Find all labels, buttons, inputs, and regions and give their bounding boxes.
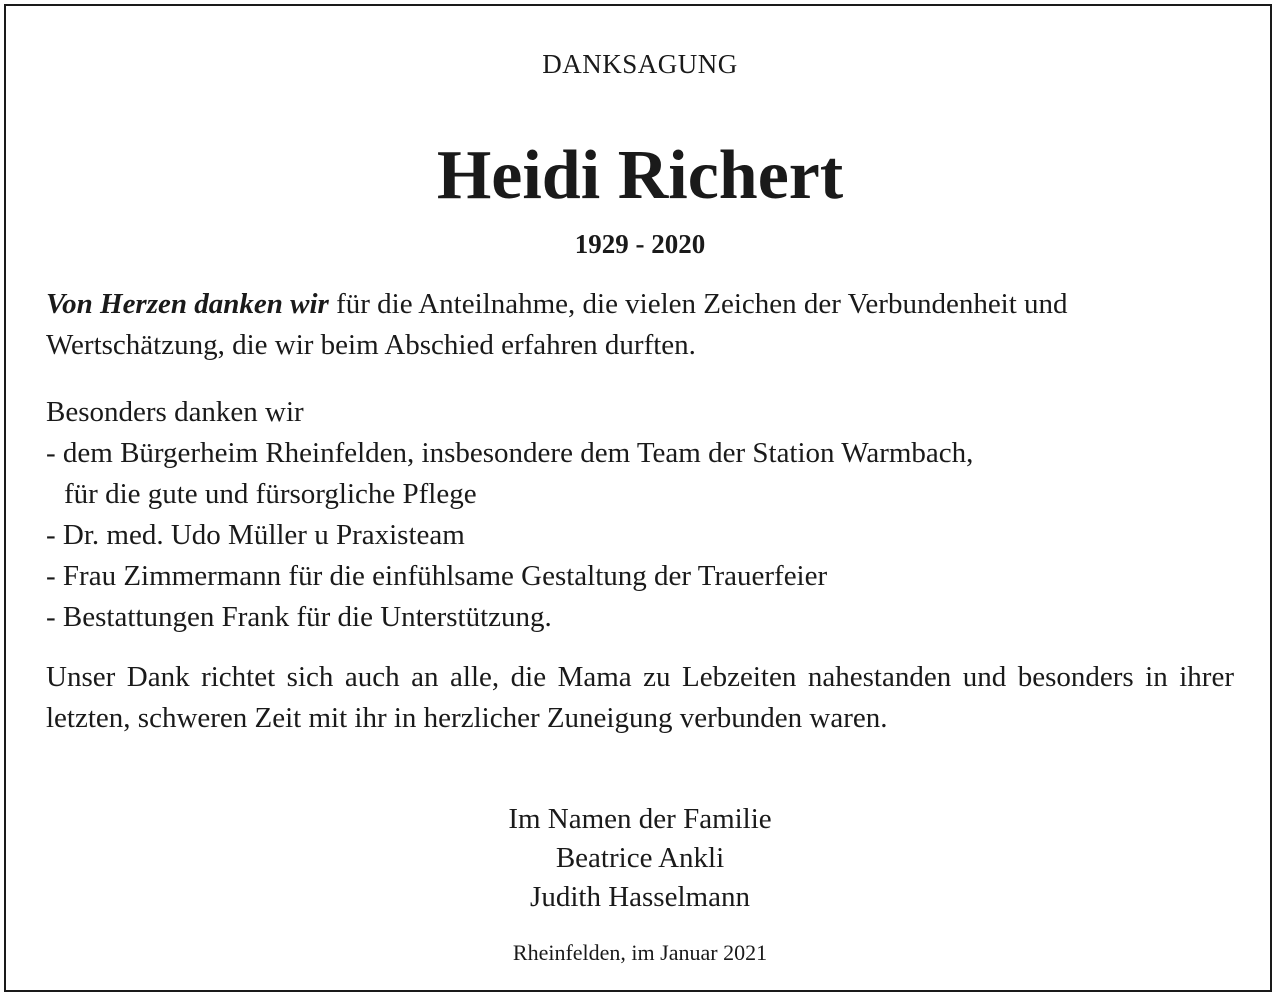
place-and-date: Rheinfelden, im Januar 2021 bbox=[512, 940, 768, 965]
list-item: - Bestattungen Frank für die Unterstützung. bbox=[46, 601, 552, 633]
list-item: - Frau Zimmermann für die einfühlsame Gestaltung der Trauerfeier bbox=[46, 560, 828, 592]
special-thanks-list bbox=[46, 392, 1234, 638]
signoff-name: Beatrice Ankli bbox=[555, 842, 725, 874]
signoff-name: Judith Hasselmann bbox=[530, 881, 750, 913]
list-item-continuation: für die gute und fürsorgliche Pflege bbox=[64, 478, 477, 510]
family-signoff bbox=[46, 800, 1234, 917]
special-thanks-lead: Besonders danken wir bbox=[46, 396, 304, 428]
list-item: - Dr. med. Udo Müller u Praxisteam bbox=[46, 519, 465, 551]
intro-text: für die Anteilnahme, die vielen Zeichen der Verbundenheit und Wertschätzung, die wir beim Abschied erfahren durften. bbox=[46, 288, 1068, 361]
life-years: 1929 - 2020 bbox=[574, 229, 706, 259]
closing-paragraph: Unser Dank richtet sich auch an alle, die Mama zu Lebzeiten nahestanden und besonders in ihrer letzten, schweren Zeit mit ihr in herzlicher Zuneigung verbunden waren. bbox=[46, 661, 1234, 734]
notice-heading: DANKSAGUNG bbox=[542, 49, 738, 79]
deceased-name: Heidi Richert bbox=[436, 137, 844, 214]
signoff-line: Im Namen der Familie bbox=[508, 803, 772, 835]
intro-paragraph bbox=[46, 284, 1234, 366]
list-item: - dem Bürgerheim Rheinfelden, insbesondere dem Team der Station Warmbach, bbox=[46, 437, 974, 469]
intro-emphasis: Von Herzen danken wir bbox=[46, 288, 329, 320]
